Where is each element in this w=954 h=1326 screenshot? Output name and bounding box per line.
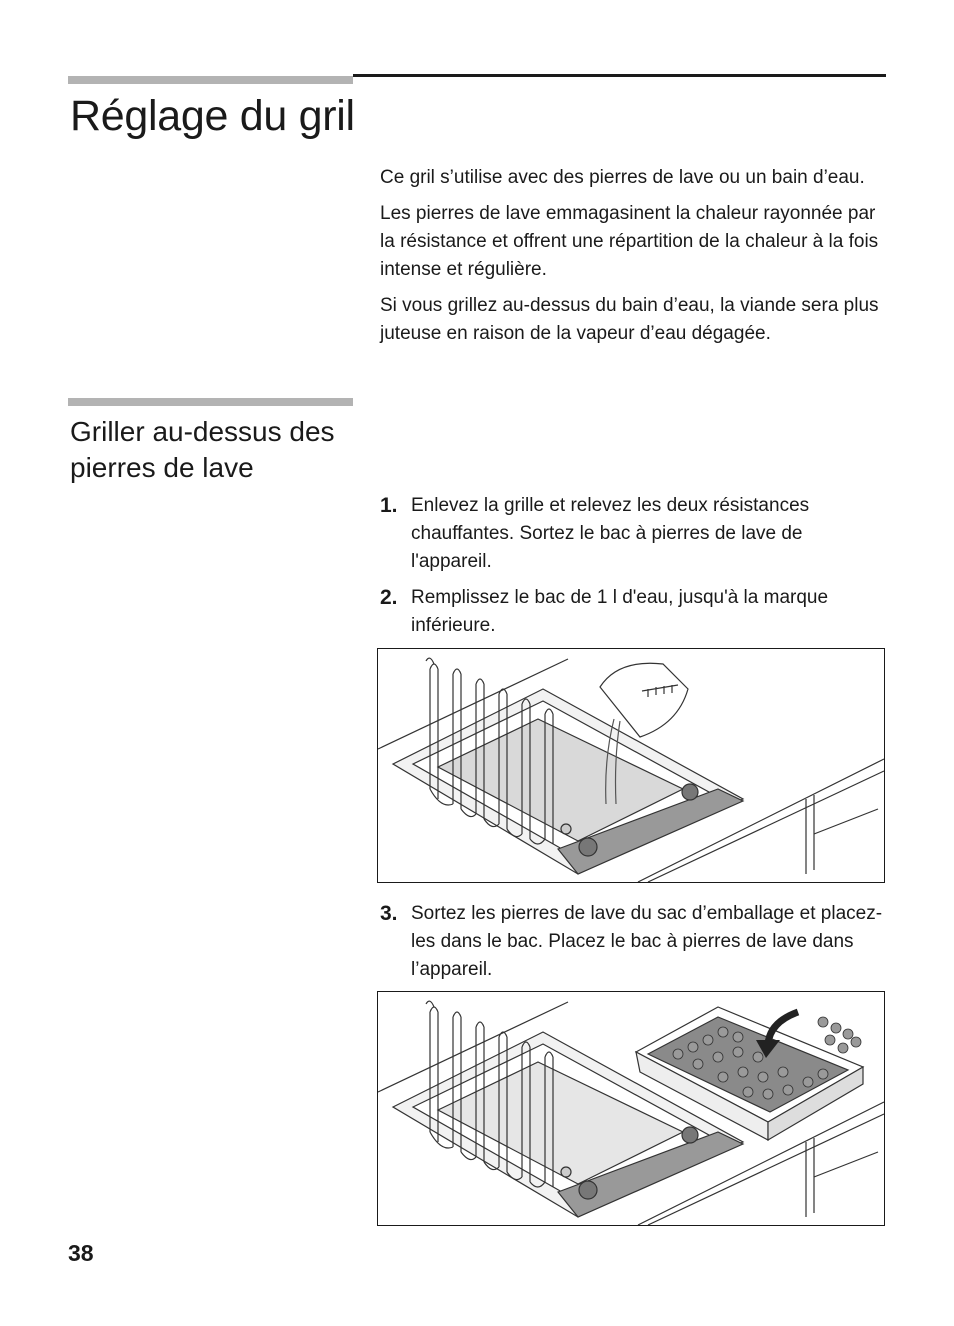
step-item-2: [380, 584, 886, 640]
header-rule-grey: [68, 76, 353, 84]
illustration-fill-water: [377, 648, 885, 883]
steps-list-b: [380, 900, 886, 992]
fill-water-drawing: [378, 649, 884, 882]
illustration-lava-stones: [377, 991, 885, 1226]
header-rule-black: [353, 74, 886, 77]
step-number: 3.: [380, 902, 398, 925]
section-rule-grey: [68, 398, 353, 406]
step-text: Sortez les pierres de lave du sac d’emballage et placez-les dans le bac. Placez le bac à pierres de lave dans l’appareil.: [411, 903, 883, 980]
step-item-1: [380, 492, 886, 576]
step-text: Enlevez la grille et relevez les deux résistances chauffantes. Sortez le bac à pierres de lave de l'appareil.: [411, 495, 810, 572]
step-item-3: [380, 900, 886, 984]
step-number: 1.: [380, 494, 398, 517]
page-number: 38: [68, 1240, 94, 1266]
page-title: Réglage du gril: [70, 92, 355, 140]
section-title: Griller au-dessus des pierres de lave: [70, 416, 335, 483]
intro-text: [380, 164, 880, 356]
intro-paragraph-2: Les pierres de lave emmagasinent la chaleur rayonnée par la résistance et offrent une répartition de la chaleur à la fois intense et régulière.: [380, 203, 879, 280]
steps-list-a: [380, 492, 886, 648]
step-number: 2.: [380, 586, 398, 609]
intro-paragraph-3: Si vous grillez au-dessus du bain d’eau, la viande sera plus juteuse en raison de la vapeur d’eau dégagée.: [380, 295, 879, 344]
intro-paragraph-1: Ce gril s’utilise avec des pierres de lave ou un bain d’eau.: [380, 167, 865, 188]
lava-stones-drawing: [378, 992, 884, 1225]
step-text: Remplissez le bac de 1 l d'eau, jusqu'à la marque inférieure.: [411, 587, 829, 636]
